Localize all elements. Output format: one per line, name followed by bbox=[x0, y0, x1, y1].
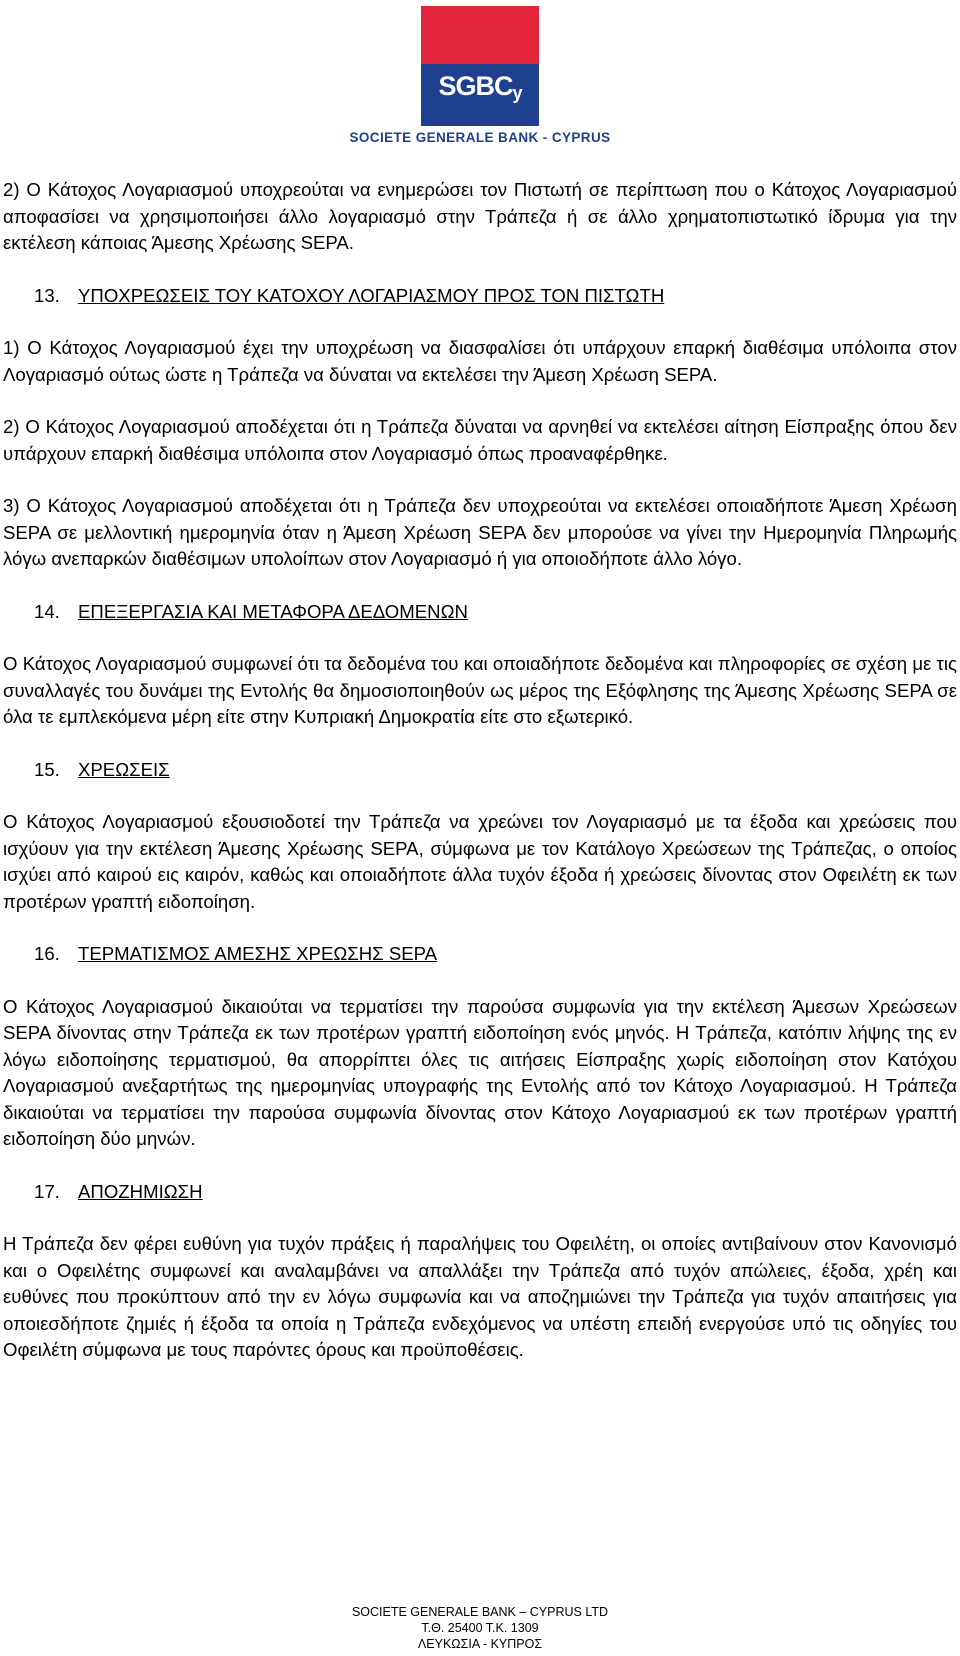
bank-logo bbox=[421, 6, 539, 126]
section-number: 17. bbox=[34, 1180, 60, 1202]
section-number: 14. bbox=[34, 600, 60, 622]
section-title: ΧΡΕΩΣΕΙΣ bbox=[78, 758, 170, 780]
section-title: ΥΠΟΧΡΕΩΣΕΙΣ ΤΟΥ ΚΑΤΟΧΟΥ ΛΟΓΑΡΙΑΣΜΟΥ ΠΡΟΣ ΤΟΝ ΠΙΣΤΩΤΗ bbox=[78, 284, 665, 306]
document-body bbox=[3, 177, 957, 1390]
logo-text bbox=[421, 66, 539, 113]
logo-text-main: SGBC bbox=[438, 71, 513, 101]
section-number: 15. bbox=[34, 758, 60, 780]
logo-red-block bbox=[421, 6, 539, 64]
bank-name: SOCIETE GENERALE BANK - CYPRUS bbox=[349, 130, 611, 145]
footer-company: SOCIETE GENERALE BANK – CYPRUS LTD bbox=[351, 1605, 609, 1619]
section-number: 16. bbox=[34, 943, 60, 964]
page-footer bbox=[0, 1604, 960, 1652]
section-17-heading bbox=[3, 1179, 957, 1206]
section-title: ΑΠΟΖΗΜΙΩΣΗ bbox=[78, 1180, 203, 1202]
logo-text-small: y bbox=[512, 83, 522, 103]
section-title: ΕΠΕΞΕΡΓΑΣΙΑ ΚΑΙ ΜΕΤΑΦΟΡΑ ΔΕΔΟΜΕΝΩΝ bbox=[78, 600, 468, 622]
section-number: 13. bbox=[34, 284, 60, 306]
section-16-paragraph: Ο Κάτοχος Λογαριασμού δικαιούται να τερματίσει την παρούσα συμφωνία για την εκτέλεση Άμεσων Χρεώσεων SEPA δίνοντας στην Τράπεζα εκ των προτέρων γραπτή ειδοποίηση ενός μηνός. Η Τράπεζα, κατόπιν λήψης της εν λόγω ειδοποίησης τερματισμού, θα απορρίπτει όλες τις αιτήσεις Είσπραξης χωρίς ειδοποίηση στον Κατόχου Λογαριασμού ανεξαρτήτως της ημερομηνίας υπογραφής της Εντολής από τον Κάτοχο Λογαριασμού. Η Τράπεζα δικαιούται να τερματίσει την παρούσα συμφωνία δίνοντας στον Κάτοχο Λογαριασμού εκ των προτέρων γραπτή ειδοποίηση δύο μηνών. bbox=[3, 995, 957, 1149]
section-14-heading bbox=[3, 599, 957, 626]
section-16-heading bbox=[3, 941, 957, 968]
intro-paragraph: 2) Ο Κάτοχος Λογαριασμού υποχρεούται να ενημερώσει τον Πιστωτή σε περίπτωση που ο Κάτοχος Λογαριασμού αποφασίσει να χρησιμοποιήσει άλλο λογαριασμό στην Τράπεζα ή σε άλλο χρηματοπιστωτικό ίδρυμα για την εκτέλεση κάποιας Άμεσης Χρέωσης SEPA. bbox=[3, 179, 957, 253]
section-15-heading bbox=[3, 757, 957, 784]
section-title: ΤΕΡΜΑΤΙΣΜΟΣ ΑΜΕΣΗΣ ΧΡΕΩΣΗΣ SEPA bbox=[78, 943, 438, 964]
section-13-paragraph-2: 2) Ο Κάτοχος Λογαριασμού αποδέχεται ότι η Τράπεζα δύναται να αρνηθεί να εκτελέσει αίτηση Είσπραξης όπου δεν υπάρχουν επαρκή διαθέσιμα υπόλοιπα στον Λογαριασμό όπως προαναφέρθηκε. bbox=[3, 416, 957, 464]
footer-city: ΛΕΥΚΩΣΙΑ - ΚΥΠΡΟΣ bbox=[417, 1637, 543, 1651]
section-13-paragraph-1: 1) Ο Κάτοχος Λογαριασμού έχει την υποχρέωση να διασφαλίσει ότι υπάρχουν επαρκή διαθέσιμα υπόλοιπα στον Λογαριασμό ούτως ώστε η Τράπεζα να δύναται να εκτελέσει την Άμεση Χρέωση SEPA. bbox=[3, 337, 957, 385]
section-17-paragraph: Η Τράπεζα δεν φέρει ευθύνη για τυχόν πράξεις ή παραλήψεις του Οφειλέτη, οι οποίες αντιβαίνουν στον Κανονισμό και ο Οφειλέτης συμφωνεί και αναλαμβάνει να απαλλάξει την Τράπεζα από τυχόν απώλειες, έξοδα, χρέη και ευθύνες που προκύπτουν από την εν λόγω συμφωνία και να αποζημιώνει την Τράπεζα για τυχόν απαιτήσεις για οποιεσδήποτε ζημιές ή έξοδα τα οποία η Τράπεζα ενδεχόμενος να υπέστη επειδή ενεργούσε υπό τις οδηγίες του Οφειλέτη σύμφωνα με τους παρόντες όρους και προϋποθέσεις. bbox=[3, 1233, 957, 1360]
section-13-paragraph-3: 3) Ο Κάτοχος Λογαριασμού αποδέχεται ότι η Τράπεζα δεν υποχρεούται να εκτελέσει οποιαδήποτε Άμεση Χρέωση SEPA σε μελλοντική ημερομηνία όταν η Άμεση Χρέωση SEPA δεν μπορούσε να γίνει την Ημερομηνία Πληρωμής λόγω ανεπαρκών διαθέσιμων υπολοίπων στον Λογαριασμό ή για οποιοδήποτε άλλο λόγο. bbox=[3, 495, 957, 569]
section-15-paragraph: Ο Κάτοχος Λογαριασμού εξουσιοδοτεί την Τράπεζα να χρεώνει τον Λογαριασμό με τα έξοδα και χρεώσεις που ισχύουν για την εκτέλεση Άμεσης Χρέωσης SEPA, σύμφωνα με τον Κατάλογο Χρεώσεων της Τράπεζας, ο οποίος ισχύει από καιρού εις καιρόν, καθώς και οποιαδήποτε άλλα τυχόν έξοδα ή χρεώσεις δίνοντας στον Οφειλέτη εκ των προτέρων γραπτή ειδοποίηση. bbox=[3, 811, 957, 912]
footer-po-box: Τ.Θ. 25400 Τ.Κ. 1309 bbox=[421, 1621, 539, 1635]
section-14-paragraph: Ο Κάτοχος Λογαριασμού συμφωνεί ότι τα δεδομένα του και οποιαδήποτε δεδομένα και πληροφορίες σε σχέση με τις συναλλαγές του δυνάμει της Εντολής θα δημοσιοποιηθούν ως μέρος της Εξόφλησης της Άμεσης Χρέωσης SEPA σε όλα τε εμπλεκόμενα μέρη είτε στην Κυπριακή Δημοκρατία είτε στο εξωτερικό. bbox=[3, 653, 957, 727]
section-13-heading bbox=[3, 283, 957, 310]
page-header bbox=[0, 0, 960, 150]
